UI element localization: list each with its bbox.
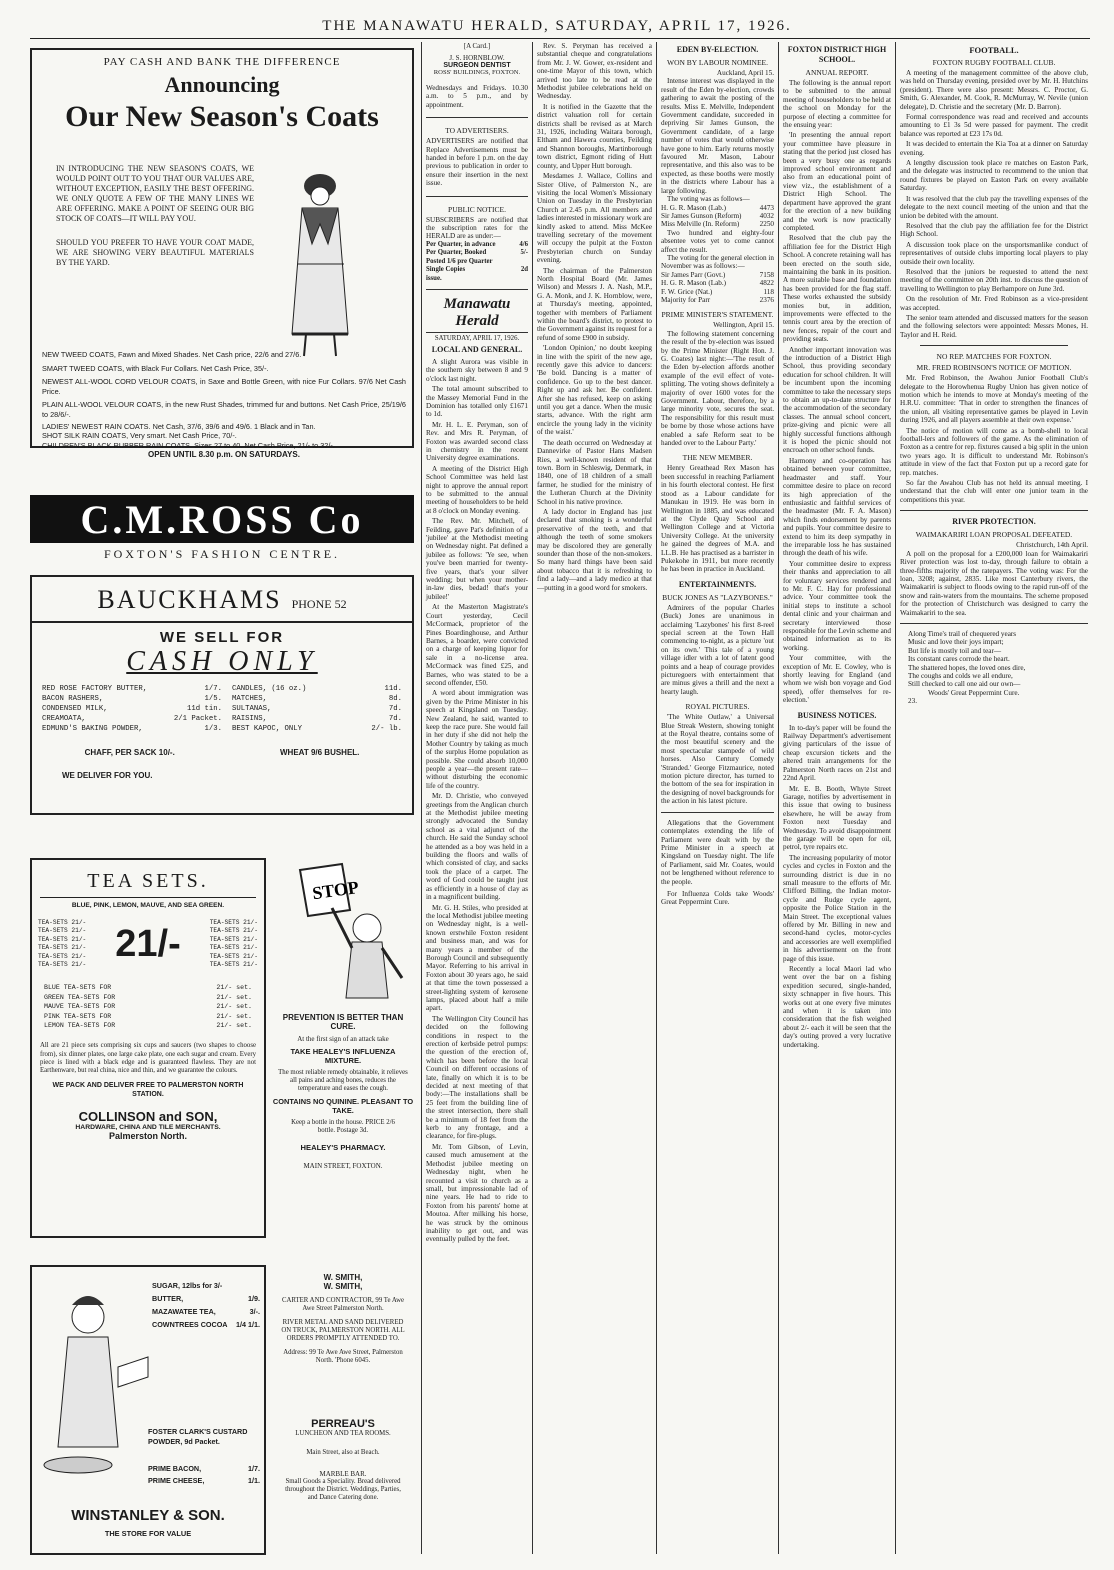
perreaus-name: PERREAU'S [311, 1418, 375, 1430]
vote-row [661, 279, 774, 287]
candidate: Miss Melville (In. Reform) [661, 220, 740, 229]
price-row [42, 724, 222, 734]
local-para: 'London Opinion,' no doubt keeping in line with the spirit of the new age, recently gave this advice to dancers: 'Be bold. Dancing is a matter of confidence. Go up to the best dancer. Right up and ask her. Be confident. After she has refused, keep on asking until you get a dance. When the music starts, advance. With the right arm encircle the young lady in the vicinity of the waist.' [537, 344, 652, 437]
no-rep-para: The notice of motion will come as a bomb-shell to local football-lers and followers of the game. As the elimination of Foxton as a centre for rep. fixtures caused a big split in the union two years ago. It is difficult to understand Mr. Robinson's attitude in view of the fact that Foxton put up a record gate for rep. matches. [900, 426, 1088, 477]
coats-line: LADIES' NEWEST RAIN COATS. Net Cash, 37/6, 39/6 and 49/6. 1 Black and in Tan. [42, 421, 316, 431]
item: SULTANAS, [232, 705, 272, 713]
football-para: A lengthy discussion took place re matches on Easton Park, and the delegate was instructed to recommend to the union that round fixtures be played on Easton Park on every available Saturday. [900, 159, 1088, 193]
eden-heading: EDEN BY-ELECTION. [676, 45, 759, 54]
pm-body: The following statement concerning the result of the by-election was issued by the Prime Minister (Right Hon. J. G. Coates) last night:—'The result of the Eden by-election affords another example of the evil effect of vote-splitting. The voting shows definitely a majority of over 1600 votes for the Government. Labour, therefore, by a large minority vote, secures the seat. The responsibility for this result must be borne by those whose actions have enabled a safe Reform seat to be handed over to the Labour Party.' [661, 329, 774, 448]
coats-top-banner: PAY CASH AND BANK THE DIFFERENCE [103, 56, 341, 68]
item: COWNTREES COCOA [152, 1320, 228, 1329]
candidate: F. W. Grice (Nat.) [661, 287, 713, 296]
local-para: Mesdames J. Wallace, Collins and Sister Olive, of Palmerston N., are visiting the local Women's Missionary Union on Tuesday in the Presbyterian Church at 2.45 p.m. All members and ladies interested in missionary work are kindly asked to attend. Miss McKee travelling secretary of the movement will occupy the pulpit at the Foxton Presbyterian church on Sunday evening. [537, 172, 652, 265]
tea-list-item: TEA-SETS 21/- [209, 927, 258, 935]
lady-in-coat-illustration [262, 164, 372, 364]
eden-para: Intense interest was displayed in the result of the Eden by-election, crowds gathering to await the posting of the results. Miss E. Melville, Independent Government candidate, succeeded in depriving Sir James Gunson, the Government candidate, of a large number of votes that would otherwise have gone to him. Early returns mostly favoured Mr. Mason, Labour representative, and this also was to be expected, as these booths were mostly in the districts where Labour has a large following. [661, 77, 774, 195]
stop-sign-illustration [272, 858, 414, 1008]
price: 1/4 1/1. [236, 1320, 260, 1329]
price: 21/- set. [216, 1012, 252, 1020]
price: 8d. [388, 695, 402, 703]
peppermint-poem [900, 630, 1088, 706]
football-heading: FOOTBALL. [969, 45, 1019, 55]
count: 7158 [759, 270, 774, 279]
price-row [232, 694, 402, 704]
item: BUTTER, [152, 1294, 184, 1303]
allegations-body: Allegations that the Government contemplates extending the life of Parliament were dealt with by the Prime Minister in a speech at Kingsland on Tuesday night. The life of Parliament, said Mr. Coates, would not be lengthened without reference to the people. [661, 818, 774, 886]
football-para: On the resolution of Mr. Fred Robinson as a vice-president was accepted. [900, 295, 1088, 312]
business-para: Recently a local Maori lad who went over the bar on a fishing expedition secured, single-handed, sixty schnapper in five hours. This works out at one every five minutes and when it is taken into consideration that the fish weighed about 2/- each it will be seen that the day's outing proved a very lucrative undertaking. [783, 965, 891, 1049]
candidate: Sir James Parr (Govt.) [661, 270, 726, 279]
tea-row [44, 1002, 252, 1011]
tea-list-item: TEA-SETS 21/- [38, 944, 87, 952]
football-para: Resolved that the club pay the affiliation fee for the District High School. [900, 221, 1088, 239]
local-para: A lady doctor in England has just declared that smoking is a wonderful preservative of the teeth, and that although the teeth of some smokers may be discolored they are generally sounder than those of the non-smokers. So many hard things have been said about tobacco that it is refreshing to find a lady—and a lady medico at that—putting in a good word for smokers. [537, 507, 652, 592]
business-para: Mr. E. B. Booth, Whyte Street Garage, notifies by advertisement in this issue that owing to business elsewhere, he will be away from Foxton next Tuesday and Wednesday. To avoid disappointment the garage will be open for oil, petrol, tyre repairs etc. [783, 784, 891, 852]
bauckhams-name: BAUCKHAMS [97, 585, 282, 614]
column-rule [778, 42, 779, 1554]
price-row [42, 694, 222, 704]
tea-list-item: TEA-SETS 21/- [209, 944, 258, 952]
rate-row [426, 241, 528, 249]
coats-line: SHOT SILK RAIN COATS, Very smart. Net Cash Price, 70/-. [42, 431, 237, 441]
tea-left-list [38, 919, 86, 969]
candidate: H. G. R. Mason (Lab.) [661, 279, 727, 288]
price-row [42, 704, 222, 714]
local-para: A meeting of the District High School Committee was held last night to approve the annual report to be submitted to the annual meeting of householders to be held at 8 o'clock on Monday evening. [426, 464, 528, 515]
tea-pack: WE PACK AND DELIVER FREE TO PALMERSTON NORTH STATION. [52, 1082, 244, 1099]
poem-line: Along Time's trail of chequered years [908, 629, 1017, 638]
winstanley-custard: FOSTER CLARK'S CUSTARD POWDER, 9d Packet. [148, 1427, 248, 1446]
football-para: It was resolved that the club pay the travelling expenses of the delegate to the next council meeting of the union and that the union be debited with the amount. [900, 194, 1088, 220]
football-para: The senior team attended and discussed matters for the season and the following selectors were appointed: Messrs Mones, H. Taylor and H. Reid. [900, 313, 1088, 339]
hornblow-name: J. S. HORNBLOW. [449, 54, 505, 62]
price-row [232, 724, 402, 734]
healey-no-quinine: CONTAINS NO QUININE. PLEASANT TO TAKE. [272, 1097, 414, 1115]
tea-trade: HARDWARE, CHINA AND TILE MERCHANTS. [75, 1124, 221, 1132]
column-football [900, 42, 1088, 1552]
entertainments-subheading: BUCK JONES AS "LAZYBONES." [662, 592, 773, 602]
eden-dateline: Auckland, April 15. [716, 69, 774, 77]
river-subheading: WAIMAKARIRI LOAN PROPOSAL DEFEATED. [915, 530, 1073, 540]
tea-list-item: TEA-SETS 21/- [38, 961, 87, 969]
healey-lead: At the first sign of an attack take [297, 1035, 389, 1043]
school-para: 'In presenting the annual report your committee have pleasure in stating that the period just closed has been a very busy one as regards improved school environment and also from an educational point of view viz., the establishment of a District High School. The department have approved the grant for the erection of a new building and the work is now practically completed. [783, 131, 891, 232]
business-para: In to-day's paper will be found the Railway Department's advertisement giving particulars of the issue of cheap excursion tickets and the altered train arrangements for the Palmerston North races on 21st and 22nd April. [783, 723, 891, 783]
local-para: At the Masterton Magistrate's Court yesterday, Cecil McCormack, proprietor of the Pines Boardinghouse, and Arthur Barnes, a boarder, were convicted on a charge of keeping liquor for sale in a no-license area. McCormack was fined £25, and Barnes, who was stated to be a second offender, £50. [426, 603, 528, 687]
vote-row [661, 271, 774, 279]
item: BACON RASHERS, [42, 695, 104, 703]
local-para: It is notified in the Gazette that the district valuation roll for certain districts shall be revised as at March 31, 1926, including Waitara borough, Eltham and Hawera counties, Feilding and Shannon boroughs, Martinborough town district, Egmont riding of Hutt county, and Upper Hutt borough. [537, 102, 652, 170]
bauckhams-phone: PHONE 52 [291, 597, 347, 611]
poem-line: Music and love their joys impart; [908, 638, 1004, 647]
river-body: A poll on the proposal for a £200,000 loan for Waimakariri River protection was lost to-day, through failure to obtain a three-fifths majority of the ratepayers. The voting was: For the loan, 3208; against, 2835. Like most Canterbury rivers, the Waimakariri is subject to floods owing to the rapid run-off of the snow and rain-waters from the mountains. The scheme proposed for the protection of Christchurch was designed to carry the Waimakariri to the sea. [900, 549, 1088, 617]
stop-glyph: STOP [310, 876, 361, 904]
coats-line: PLAIN ALL-WOOL VELOUR COATS, in the new Rust Shades, trimmed fur and buttons. Net Cash Price, 25/19/6 to 28/6/-. [42, 400, 406, 419]
tea-firm: COLLINSON and SON, [78, 1109, 218, 1125]
rate-row [426, 266, 528, 274]
price: 1/9. [248, 1294, 260, 1303]
eden-votes-previous [661, 271, 774, 305]
tea-title: TEA SETS. [87, 870, 209, 892]
tea-list-item: TEA-SETS 21/- [38, 935, 87, 943]
football-para: Resolved that the juniors be requested to attend the next meeting of the committee on 20th inst. to discuss the question of travelling to Wellington to play Berhampore on June 3rd. [900, 267, 1088, 293]
grocery-row [148, 1475, 260, 1487]
label: Per Quarter, in advance [426, 240, 496, 248]
entertainments-body: Admirers of the popular Charles (Buck) Jones are unanimous in acclaiming 'Lazybones' his first 8-reel special screen at the Town Hall commencing to-night, as a picture 'out on its own.' This tale of a young village idler with a lot of latent good points and a heap of courage provides picturegoers with entertainment that are minus gives a thrill and the next a hearty laugh. [661, 603, 774, 696]
smith-name-repeat: W. SMITH, [323, 1282, 363, 1291]
school-para: Another important innovation was the introduction of a District High School, thus providing secondary education for school children. It will be incumbent upon the incoming committee to take the necessary steps to obtain an up-to-date structure for the accommodation of the secondary classes. The annual school concert, prize-giving and picnic were all highly successful functions although it is hoped the picnic should not encroach on other school funds. [783, 345, 891, 455]
coats-hours: OPEN UNTIL 8.30 p.m. ON SATURDAYS. [148, 450, 300, 460]
column-rule [656, 42, 657, 1554]
rate-row [426, 249, 528, 257]
healey-keep: Keep a bottle in the house. PRICE 2/6 bottle. Postage 3d. [291, 1119, 395, 1134]
rate-row [426, 258, 528, 266]
price: 3/-. [249, 1307, 260, 1316]
item: PRIME BACON, [148, 1464, 202, 1473]
grocery-row [152, 1318, 260, 1331]
coats-intro: IN INTRODUCING THE NEW SEASON'S COATS, WE WOULD POINT OUT TO YOU THAT OUR VALUES ARE, WITHOUT EXCEPTION, EASILY THE BEST OFFERING. WE ONLY QUOTE A FEW OF THE MANY LINES WE ARE OFFERING. MAKE A POINT OF SEEING OUR BIG STOCK OF COATS—IT WILL PAY YOU. [56, 164, 254, 223]
advertisers-heading: TO ADVERTISERS. [445, 126, 509, 136]
colds-ad: For Influenza Colds take Woods' Great Peppermint Cure. [661, 889, 774, 907]
price: 1/5. [204, 695, 222, 703]
school-para: The following is the annual report to be submitted to the annual meeting of householders to be held at the school on Monday for the purpose of electing a committee for the ensuing year: [783, 79, 891, 130]
grocer-illustration [38, 1277, 158, 1477]
school-subheading: ANNUAL REPORT. [805, 68, 869, 77]
count: 4822 [759, 279, 774, 288]
price: 7d. [388, 715, 402, 723]
price: 11d. [384, 685, 402, 693]
grocery-row [152, 1305, 260, 1318]
column-local-2 [537, 42, 652, 1552]
item: BEST KAPOC, ONLY [232, 725, 303, 733]
football-subheading: FOXTON RUGBY FOOTBALL CLUB. [932, 58, 1056, 67]
value: 5/- [520, 249, 528, 257]
bauckhams-advertisement [30, 575, 414, 815]
tea-price-rows [32, 969, 264, 1030]
label: Single Copies [426, 266, 466, 274]
price: 7d. [388, 705, 402, 713]
royal-heading: ROYAL PICTURES. [685, 702, 750, 712]
healey-headline: PREVENTION IS BETTER THAN CURE. [282, 1013, 404, 1031]
item: LEMON TEA-SETS FOR [44, 1022, 116, 1030]
local-para: Mr. G. H. Stiles, who presided at the local Methodist jubilee meeting on Wednesday night, is a well-known erstwhile Foxton resident and business man, and was for many years a member of the Borough Council and subsequently Mayor. Referring to his arrival in Foxton about 30 years ago, he said at that time the town possessed a street-lighting system of kerosene lamps, placed about half a mile apart. [426, 903, 528, 1013]
member-heading: THE NEW MEMBER. [682, 453, 753, 463]
pm-heading: PRIME MINISTER'S STATEMENT. [661, 310, 774, 320]
herald-nameplate: Manawatu Herald [443, 295, 511, 329]
eden-votes [661, 204, 774, 229]
tea-list-item: TEA-SETS 21/- [209, 961, 258, 969]
column-school [783, 42, 891, 1552]
perreaus-advertisement [272, 1418, 414, 1548]
healey-product: TAKE HEALEY'S INFLUENZA MIXTURE. [290, 1047, 396, 1065]
price-row [232, 704, 402, 714]
winstanley-list [152, 1279, 260, 1331]
tea-list-item: TEA-SETS 21/- [38, 952, 87, 960]
coats-line: NEW TWEED COATS, Fawn and Mixed Shades. Net Cash price, 22/6 and 27/6. [42, 350, 302, 359]
count: 2250 [759, 220, 774, 229]
river-heading: RIVER PROTECTION. [952, 517, 1036, 527]
school-para: Resolved that the club pay the affiliation fee for the District High School. A concrete retaining wall has been erected on the south side, maintaining the bank in its position. A more suitable base and foundation has been provided for the flag staff. These works exhausted the subsidy monies but, in addition, improvements were effected to the tennis court area by the erection of new fences, repair of the court and providing seats. [783, 234, 891, 344]
poem-line: Woods' Great Peppermint Cure. [928, 688, 1020, 697]
poem-line: The shattered hopes, the loved ones dire, [908, 663, 1026, 672]
football-para: Formal correspondence was read and received and accounts amounting to £1 3s 5d were passed for payment. The credit balance was reported at £23 17s 0d. [900, 113, 1088, 138]
local-para: Mr. D. Christie, who conveyed greetings from the Anglican church at the Methodist jubilee meeting strongly advocated the Sunday school as a vital adjunct of the church. He said the Sunday school he attended as a boy was held in a building the floors and walls of which consisted of clay, and sacks took the place of a carpet. The word of God could be taught just as efficiently in a house of clay as in a magnificent building. [426, 792, 528, 902]
bauckhams-wheat: WHEAT 9/6 BUSHEL. [279, 748, 360, 757]
coats-headline: Our New Season's Coats [65, 100, 379, 133]
hornblow-address: ROSS' BUILDINGS, FOXTON. [433, 69, 521, 76]
tea-row [44, 983, 252, 992]
smith-body: RIVER METAL AND SAND DELIVERED ON TRUCK, PALMERSTON NORTH. ALL ORDERS PROMPTLY ATTENDED TO. [281, 1319, 405, 1342]
bauckhams-chaff: CHAFF, PER SACK 10/-. [84, 748, 175, 757]
smith-name: W. SMITH, [323, 1273, 363, 1282]
football-para: A discussion took place on the unsportsmanlike conduct of representatives of outside clubs importing local players to play outside their own locality. [900, 240, 1088, 266]
value: 4/6 [519, 240, 528, 248]
subscription-rates [426, 241, 528, 283]
winstanley-tagline: THE STORE FOR VALUE [104, 1529, 192, 1538]
smith-trade: CARTER AND CONTRACTOR, 99 Te Awe Awe Street Palmerston North. [281, 1297, 405, 1312]
candidate: Majority for Parr [661, 295, 711, 304]
price: 21/- set. [216, 1003, 252, 1011]
poem-line: Its constant cares corrode the heart. [908, 655, 1010, 664]
item: MAUVE TEA-SETS FOR [44, 1003, 116, 1011]
poem-line: But life is mostly toil and tear— [908, 646, 1002, 655]
local-para: Rev. S. Peryman has received a substantial cheque and congratulations from Mr. J. W. Gower, ex-resident and one-time Mayor of this town, which arrived too late to be read at the Methodist jubilee celebrations held on Wednesday. [537, 42, 652, 101]
tea-row [44, 993, 252, 1002]
count: 2376 [759, 295, 774, 304]
item: EDMUND'S BAKING POWDER, [42, 725, 143, 733]
eden-prev: The voting for the general election in November was as follows:— [661, 253, 774, 271]
local-para: The chairman of the Palmerston North Hospital Board (Mr. James Wilson) and Messrs J. A. Nash, M.P., G. A. Monk, and J. K. Hornblow, were, at Thursday's meeting, appointed, together with members of Parliament within the board's district, to protest to the Government against its request for a refund of some £900 in subsidy. [537, 266, 652, 342]
tea-list-item: TEA-SETS 21/- [38, 919, 87, 926]
healey-street: MAIN STREET, FOXTON. [303, 1162, 383, 1170]
price-row [232, 714, 402, 724]
vote-row [661, 296, 774, 304]
issue-word: issue. [426, 274, 442, 282]
coats-price-list [42, 350, 406, 460]
advertisers-body: ADVERTISERS are notified that Replace Advertisements must be handed in before 1 p.m. on the day previous to publication in order to ensure their insertion in the next issue. [426, 137, 528, 188]
item: RAISINS, [232, 715, 268, 723]
vote-row [661, 204, 774, 212]
football-para: A meeting of the management committee of the above club, was held on Thursday evening, presided over by Mr. H. Hutchins (president). There were also present: Messrs. C. Proctor, G. Smith, G. Alexander, M. Cook, R. McMurray, W. Nevile (union delegate), D. Christie and the secretary (Mr. D. Barron). [900, 69, 1088, 111]
public-notice-body: SUBSCRIBERS are notified that the subscription rates for the HERALD are as under:— [426, 215, 528, 241]
no-rep-para: Mr. Fred Robinson, the Awahou Junior Football Club's delegate to the Horowhenua Rugby Union has given notice of motion which he intends to move at Monday's meeting of the H.R.U. committee: 'That in order to strengthen the finances of the union, all visiting representative games be played in Levin during 1926, and all players assemble at their own expense.' [900, 374, 1088, 425]
local-para: Mr. H. L. E. Peryman, son of Rev. and Mrs R. Peryman, of Foxton was awarded second class in chemistry in the recent University degree examinations. [426, 420, 528, 463]
candidate: H. G. R. Mason (Lab.) [661, 203, 727, 212]
poem-line: Still checked to call one aid our own— [908, 680, 1021, 689]
price: 2/- lb. [371, 725, 402, 733]
column-rule [532, 42, 533, 1554]
item: PRIME CHEESE, [148, 1476, 205, 1485]
local-para: A word about immigration was given by the Prime Minister in his speech at Kingsland on Tuesday. New Zealand, he said, wanted to keep the race pure. She would fail in her duty if she did not help the Mother Country by taking as much of the surplus Home population as possible. She could absorb 10,000 people a year—the present rate—without disturbing the economic life of the country. [426, 689, 528, 790]
hornblow-title: SURGEON DENTIST [443, 62, 511, 69]
smith-address: Address: 99 Te Awe Awe Street, Palmerston North. 'Phone 6045. [283, 1349, 403, 1364]
candidate: Sir James Gunson (Reform) [661, 211, 742, 220]
item: MAZAWATEE TEA, [152, 1307, 216, 1316]
price-row [42, 684, 222, 694]
coats-announcing: Announcing [164, 72, 280, 97]
tea-big-price: 21/- [115, 922, 181, 965]
masthead-rule [30, 38, 1090, 39]
item: PINK TEA-SETS FOR [44, 1012, 112, 1020]
school-para: Harmony and co-operation has obtained between your committee, headmaster and staff. Your committee desire to place on record its high appreciation of the enthusiastic and faithful services of the headmaster (Mr. F. A. Mason) which finds endorsement by parents and pupils. Your committee desire to extend to him its deep sympathy in the irreparable loss he has sustained through the death of his wife. [783, 456, 891, 558]
royal-body: 'The White Outlaw,' a Universal Blue Streak Western, showing tonight at the Royal theatre, contains some of the most beautiful scenery and the most spectacular stampede of wild horses. Also Century Comedy 'Stranded.' George Fitzmaurice, noted motion picture director, has turned to the bottom of the sea for inspiration in the designing of novel backgrounds for the action in his latest picture. [661, 713, 774, 806]
price: 21/- set. [216, 993, 252, 1001]
ross-logo: C.M.ROSS Co [80, 496, 364, 542]
tea-body: All are 21 piece sets comprising six cups and saucers (two shapes to choose from), six dinner plates, one large cake plate, one each sugar and cream. Every piece is lined with a black edge and is guaranteed flawless. They are not Earthenware, but real china, nice and thin, and we guarantee the colours. [40, 1042, 256, 1075]
item: RED ROSE FACTORY BUTTER, [42, 685, 148, 693]
vote-row [661, 288, 774, 296]
perreaus-body: Small Goods a Speciality. Bread delivered throughout the District. Weddings, Parties, and Dance Catering done. [285, 1478, 401, 1501]
perreaus-bar: MARBLE BAR. [319, 1470, 367, 1478]
local-para: Mr. Tom Gibson, of Levin, caused much amusement at the Methodist jubilee meeting on Wednesday night, when he recounted a visit to church as a small, but impressionable lad of nine years. He had to ride to Foxton from his parents' home at Moutoa. After milking his horse, he was struck by the ominous inability to get out, and was eventually pulled by the feet. [426, 1142, 528, 1244]
local-para: The Wellington City Council has decided on the following conditions in respect to the erection of kerbside petrol pumps: the question of the erection of, which has been before the local Council on different occasions of late, finally on which it is to be decided at next meeting of that body:—The installations shall be 25 feet from the building line of the street intersection, there shall be a minimum of 18 feet from the kerb to any frontage, and a clearance, for fire-plugs. [426, 1014, 528, 1141]
tea-list-item: TEA-SETS 21/- [209, 919, 258, 926]
public-notice-heading: PUBLIC NOTICE. [448, 204, 506, 214]
ross-advertisement [30, 495, 414, 565]
pm-dateline: Wellington, April 15. [713, 321, 774, 330]
coats-line: CHILDREN'S BLACK RUBBER RAIN COATS. Sizes 27 to 40. Net Cash Price, 21/- to 32/-. [42, 440, 335, 450]
price-row [232, 684, 402, 694]
bauckhams-deliver: WE DELIVER FOR YOU. [62, 771, 153, 780]
herald-date: SATURDAY, APRIL 17, 1926. [434, 334, 520, 342]
healey-advertisement [272, 858, 414, 1238]
local-general-heading: LOCAL AND GENERAL. [431, 344, 523, 354]
hornblow-hours: Wednesdays and Fridays. 10.30 a.m. to 5 p.m., and by appointment. [426, 84, 528, 109]
tea-town: Palmerston North. [108, 1131, 187, 1142]
eden-para: The voting was as follows— [667, 195, 750, 204]
no-rep-heading: NO REP. MATCHES FOR FOXTON. [936, 352, 1052, 362]
healey-pharmacy: HEALEY'S PHARMACY. [300, 1143, 386, 1152]
coats-line: NEWEST ALL-WOOL CORD VELOUR COATS, in Saxe and Bottle Green, with nice Fur Collars. 97/6 Net Cash Price. [42, 377, 406, 396]
grocery-row [148, 1463, 260, 1475]
tea-row [44, 1012, 252, 1021]
winstanley-name: WINSTANLEY & SON. [71, 1507, 225, 1524]
winstanley-advertisement [30, 1265, 266, 1555]
count: 4473 [759, 203, 774, 212]
column-local-1 [426, 42, 528, 1552]
label: Per Quarter, Booked [426, 249, 487, 257]
price: 2/1 Packet. [173, 715, 222, 723]
bauckhams-cash-only: CASH ONLY [126, 646, 318, 677]
column-rule [421, 42, 422, 1554]
price-row [42, 714, 222, 724]
perreaus-location: Main Street, also at Beach. [306, 1449, 380, 1456]
local-para: The total amount subscribed to the Massey Memorial Fund in the Dominion has totalled only £1671 to 1d. [426, 385, 528, 419]
eden-informal: Two hundred and eighty-four absentee votes yet to come cannot affect the result. [661, 228, 774, 254]
river-dateline: Christchurch, 14th April. [1016, 541, 1088, 550]
business-notices-heading: BUSINESS NOTICES. [797, 710, 877, 720]
tea-right-list [210, 919, 258, 969]
healey-body: The most reliable remedy obtainable, it relieves all pains and aching bones, reduces the temperature and eases the cough. [278, 1069, 408, 1092]
coats-line: SMART TWEED COATS, with Black Fur Collars. Net Cash Price, 35/-. [42, 363, 269, 373]
item: CONDENSED MILK, [42, 705, 108, 713]
football-para: It was decided to entertain the Kia Toa at a dinner on Saturday evening. [900, 140, 1088, 157]
footer-number: 23. [908, 697, 917, 706]
smith-advertisement [272, 1265, 414, 1405]
local-para: The Rev. Mr. Mitchell, of Feilding, gave Pat's definition of a 'jubilee' at the Methodist meeting on Wednesday night. Pat defined a jubilee as follows: 'Ye see, when you've been married for twenty-five years, that's your silver wedding; but when your mother-in-law dies, bedad! that's your jubilee!' [426, 517, 528, 601]
item: CREAMOATA, [42, 715, 86, 723]
tea-colors: BLUE, PINK, LEMON, MAUVE, AND SEA GREEN. [71, 902, 225, 909]
item: GREEN TEA-SETS FOR [44, 993, 116, 1001]
no-rep-para: So far the Awahou Club has not held its annual meeting. I understand that the club will enter one junior team in the competitions this year. [900, 479, 1088, 504]
price: 11d tin. [186, 705, 222, 713]
item: SUGAR, 12lbs for 3/- [152, 1281, 223, 1290]
vote-row [661, 220, 774, 228]
value: 2d [520, 266, 528, 274]
coats-made-note: SHOULD YOU PREFER TO HAVE YOUR COAT MADE, WE ARE SHOWING VERY BEAUTIFUL MATERIALS BY THE YARD. [56, 238, 254, 267]
business-para: The increasing popularity of motor cycles and cycles in Foxton and the surrounding district is due in no small measure to the efforts of Mr. Clifford Billing, the Indian motor-cycle and Rudge cycle agent, opposite the Police Station in the Main Street. The exceptional values offered by Mr. Billing in new and second-hand cycles, motor-cycles and accessories are well exemplified in his advertisement on the front page of this issue. [783, 853, 891, 963]
count: 118 [763, 287, 774, 296]
ross-tagline: FOXTON'S FASHION CENTRE. [103, 547, 341, 561]
local-para: The death occurred on Wednesday at Dannevirke of Pastor Hans Madsen Ries, a well-known resident of that town. Born in Schleswig, Denmark, in 1840, one of 18 children of a small farmer, he studied for the ministry of the Lutheran Church at the Divinity School in his native province. [537, 438, 652, 506]
price: 1/3. [204, 725, 222, 733]
school-para: Your committee, with the exception of Mr. E. Cowley, who is shortly leaving for England (and whom we wish bon voyage and God speed), offer themselves for re-election.' [783, 654, 891, 705]
eden-subheading: WON BY LABOUR NOMINEE. [667, 58, 768, 67]
no-rep-subheading: MR. FRED ROBINSON'S NOTICE OF MOTION. [916, 363, 1072, 373]
tea-sets-advertisement [30, 858, 266, 1238]
item: CANDLES, (16 oz.) [232, 685, 307, 693]
column-eden [661, 42, 774, 1552]
price: 1/7. [248, 1464, 260, 1473]
price: 21/- set. [216, 1022, 252, 1030]
school-heading: FOXTON DISTRICT HIGH SCHOOL. [787, 45, 887, 64]
price: 1/1. [248, 1476, 260, 1485]
tea-list-item: TEA-SETS 21/- [209, 935, 258, 943]
grocery-row [152, 1279, 260, 1292]
poem-line: The coughs and colds we all endure, [908, 671, 1013, 680]
tea-row [44, 1021, 252, 1030]
item: MATCHES, [232, 695, 268, 703]
coats-advertisement [30, 48, 414, 460]
label: Posted 1/6 pre Quarter [426, 257, 493, 265]
member-body: Henry Greathead Rex Mason has been successful in reaching Parliament in his fourth electoral contest. He first stood as a Labour candidate for Manukau in 1919. He was born in Wellington in 1885, and was educated at the Clyde Quay School and Wellington College and at Victoria University College. At the university he gained the degrees of M.A. and LL.B. He has practised as a barrister in Pukekohe in 1911, but more recently he has been in practice in Auckland. [661, 464, 774, 574]
grocery-row [152, 1292, 260, 1305]
tea-list-item: TEA-SETS 21/- [209, 952, 258, 960]
masthead: THE MANAWATU HERALD, SATURDAY, APRIL 17, 1926. [322, 18, 792, 34]
price: 21/- set. [216, 984, 252, 992]
price: 1/7. [204, 685, 222, 693]
tea-list-item: TEA-SETS 21/- [38, 927, 87, 935]
vote-row [661, 212, 774, 220]
perreaus-sub: LUNCHEON AND TEA ROOMS. [295, 1430, 391, 1437]
entertainments-heading: ENTERTAINMENTS. [678, 579, 757, 589]
hornblow-card: [A Card.] [463, 42, 491, 50]
column-rule [895, 42, 896, 1554]
bauckhams-left-list [42, 684, 222, 734]
winstanley-list-bottom [148, 1463, 260, 1487]
school-para: Your committee desire to express their thanks and appreciation to all for voluntary services rendered and to Mr. F. C. Hay for professional advice. Your committee took the initial steps to institute a school dental clinic and your chairman and secretary interviewed those responsible for the Levin scheme and obtained information as to its working. [783, 559, 891, 652]
bauckhams-sell: WE SELL FOR [159, 629, 285, 646]
count: 4032 [759, 211, 774, 220]
item: BLUE TEA-SETS FOR [44, 984, 112, 992]
bauckhams-right-list [232, 684, 402, 734]
local-para: A slight Aurora was visible in the southern sky between 8 and 9 o'clock last night. [426, 357, 528, 383]
